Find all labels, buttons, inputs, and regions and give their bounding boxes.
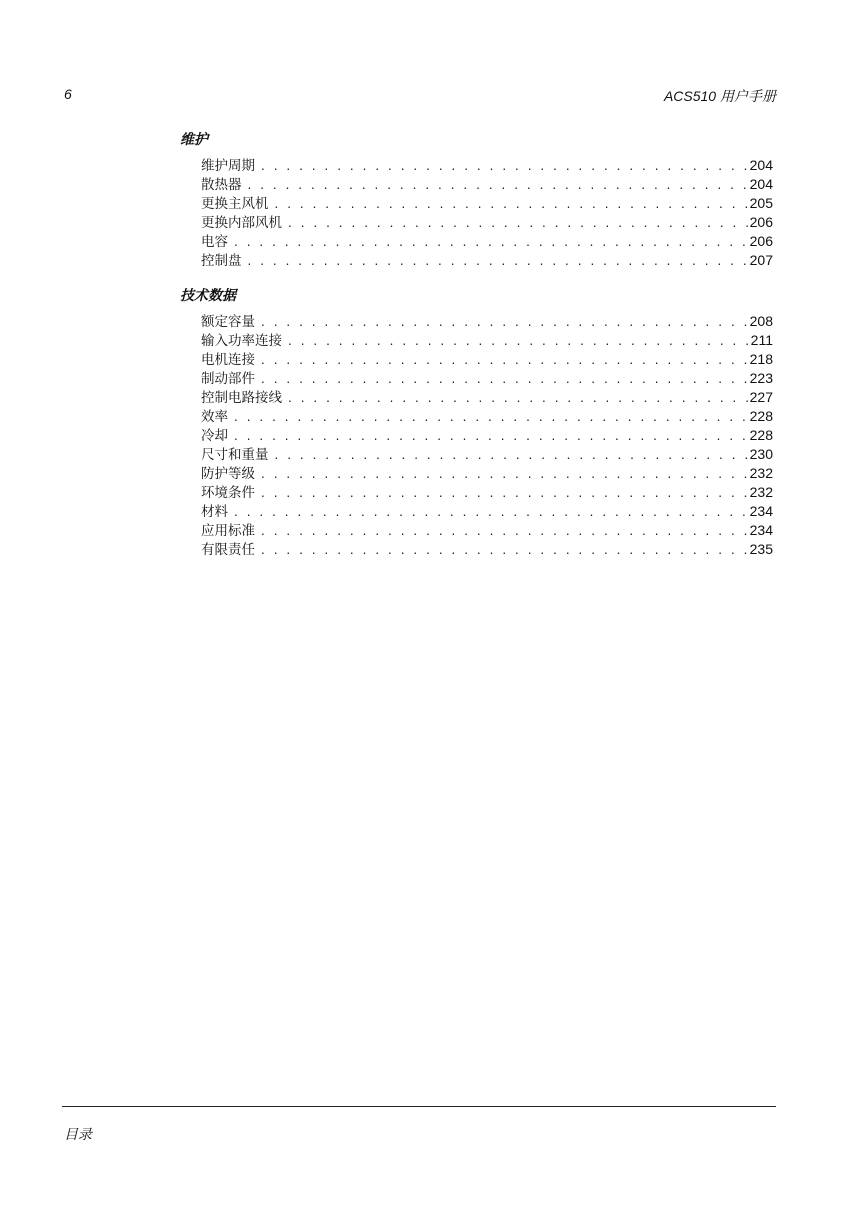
toc-entry-label: 控制盘: [201, 253, 242, 269]
toc-entry[interactable]: [180, 407, 773, 426]
toc-entry-label: 更换主风机: [201, 196, 269, 212]
dot-leader: [288, 388, 748, 407]
toc-entry-page: 205: [749, 195, 773, 211]
toc-entry-label: 更换内部风机: [201, 215, 282, 231]
toc-entry-page: 228: [749, 408, 773, 424]
toc-entry[interactable]: [180, 331, 773, 350]
toc-entry-page: 208: [749, 313, 773, 329]
toc-entry[interactable]: [180, 483, 773, 502]
toc-section-technical-data: [180, 286, 773, 559]
dot-leader: [275, 445, 748, 464]
toc-entry-page: 232: [749, 484, 773, 500]
toc-entry-page: 227: [749, 389, 773, 405]
dot-leader: [261, 464, 748, 483]
document-title: ACS510 用户手册: [663, 88, 776, 104]
dot-leader: [261, 350, 748, 369]
toc-entry-page: 223: [749, 370, 773, 386]
dot-leader: [261, 369, 748, 388]
footer-section-label: 目录: [64, 1127, 92, 1143]
toc-entry[interactable]: [180, 312, 773, 331]
toc-entry-label: 维护周期: [201, 158, 255, 174]
page-number: 6: [64, 86, 72, 102]
toc-entry-label: 额定容量: [201, 314, 255, 330]
toc-entry-page: 207: [749, 252, 773, 268]
toc-entry-label: 尺寸和重量: [201, 447, 269, 463]
dot-leader: [288, 331, 749, 350]
toc-entry[interactable]: [180, 540, 773, 559]
toc-entry[interactable]: [180, 445, 773, 464]
dot-leader: [248, 251, 748, 270]
toc-entry[interactable]: [180, 350, 773, 369]
toc-entry-label: 散热器: [201, 177, 242, 193]
toc-entry-label: 应用标准: [201, 523, 255, 539]
toc-entry-page: 211: [750, 332, 773, 348]
toc-entry-page: 204: [749, 176, 773, 192]
toc-entry-page: 232: [749, 465, 773, 481]
dot-leader: [261, 540, 748, 559]
toc-entry[interactable]: [180, 175, 773, 194]
toc-entry-page: 234: [749, 522, 773, 538]
dot-leader: [234, 232, 748, 251]
toc-entry[interactable]: [180, 502, 773, 521]
toc-entry-page: 235: [749, 541, 773, 557]
dot-leader: [261, 312, 748, 331]
toc-entry-page: 230: [749, 446, 773, 462]
toc-entry[interactable]: [180, 194, 773, 213]
toc-entry[interactable]: [180, 232, 773, 251]
toc-entry-label: 电容: [201, 234, 228, 250]
section-title: 技术数据: [180, 288, 236, 304]
toc-entry-label: 输入功率连接: [201, 333, 282, 349]
toc-entry-label: 防护等级: [201, 466, 255, 482]
section-title: 维护: [180, 132, 208, 148]
toc-entry-page: 218: [749, 351, 773, 367]
dot-leader: [248, 175, 748, 194]
dot-leader: [234, 426, 748, 445]
toc-entry-label: 冷却: [201, 428, 228, 444]
toc-entry-page: 204: [749, 157, 773, 173]
toc-entry-label: 效率: [201, 409, 228, 425]
toc-entry-label: 材料: [201, 504, 228, 520]
dot-leader: [261, 521, 748, 540]
toc-entry-page: 206: [749, 233, 773, 249]
table-of-contents: [180, 130, 773, 575]
toc-entry-label: 控制电路接线: [201, 390, 282, 406]
dot-leader: [234, 407, 748, 426]
dot-leader: [261, 483, 748, 502]
toc-entry[interactable]: [180, 251, 773, 270]
dot-leader: [288, 213, 748, 232]
toc-entry-label: 有限责任: [201, 542, 255, 558]
toc-entry-label: 制动部件: [201, 371, 255, 387]
toc-entry[interactable]: [180, 464, 773, 483]
toc-entry-page: 206: [749, 214, 773, 230]
dot-leader: [261, 156, 748, 175]
toc-entry[interactable]: [180, 426, 773, 445]
toc-entry[interactable]: [180, 369, 773, 388]
toc-section-maintenance: [180, 130, 773, 270]
dot-leader: [234, 502, 748, 521]
toc-entry-label: 电机连接: [201, 352, 255, 368]
toc-entry[interactable]: [180, 156, 773, 175]
footer-divider: [62, 1106, 776, 1107]
toc-entry-page: 234: [749, 503, 773, 519]
dot-leader: [275, 194, 748, 213]
toc-entry[interactable]: [180, 213, 773, 232]
toc-entry-label: 环境条件: [201, 485, 255, 501]
toc-entry-page: 228: [749, 427, 773, 443]
toc-entry[interactable]: [180, 388, 773, 407]
toc-entry[interactable]: [180, 521, 773, 540]
